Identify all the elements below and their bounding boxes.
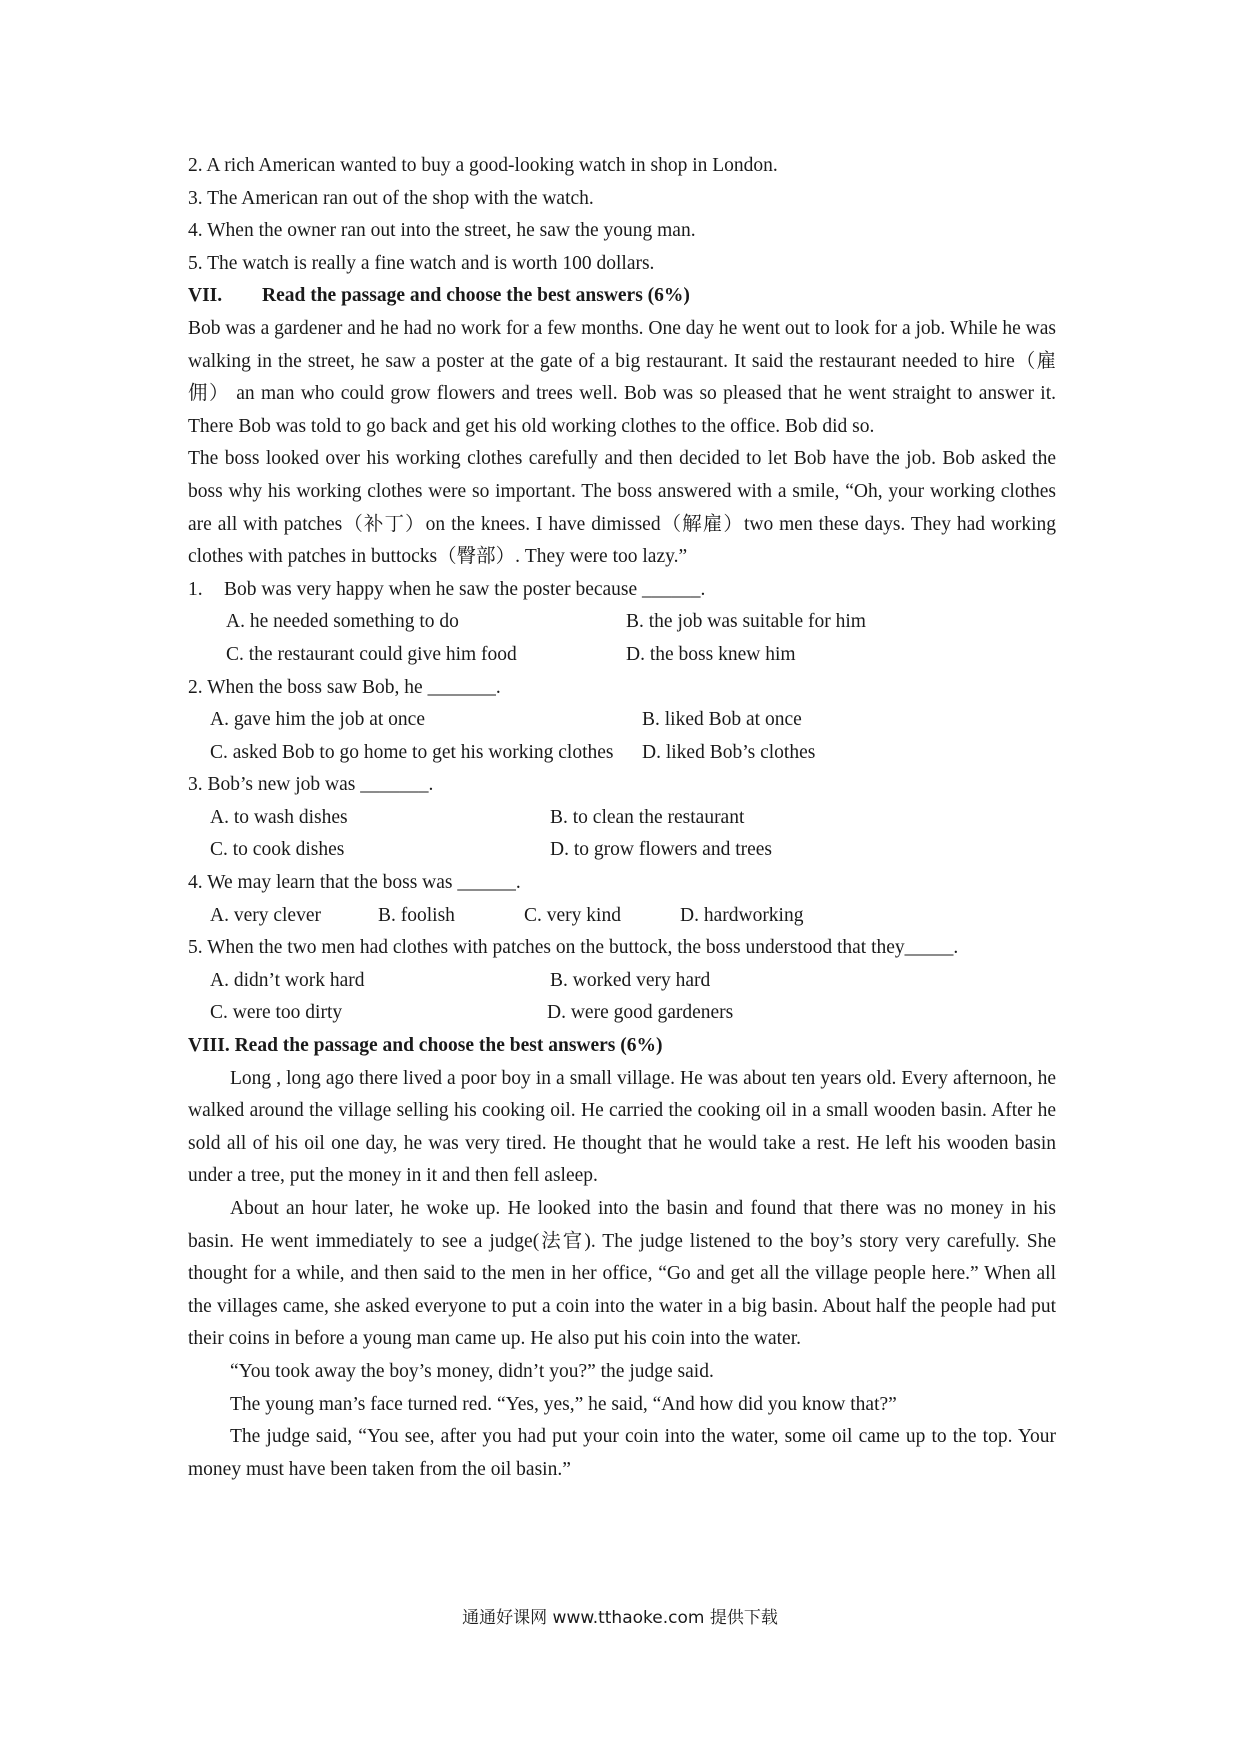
question-3-text: 3. Bob’s new job was _______. [188, 774, 434, 796]
question-1-options-row-2 [188, 639, 1056, 672]
statement-4: 4. When the owner ran out into the street, he saw the young man. [188, 220, 696, 242]
question-4-text: 4. We may learn that the boss was ______. [188, 872, 521, 894]
question-2-options-row-1 [188, 704, 1056, 737]
question-3-options-row-2 [188, 834, 1056, 867]
question-4-option-d[interactable]: D. hardworking [680, 904, 804, 926]
section-viii-heading: VIII. Read the passage and choose the best answers (6%) [188, 1035, 663, 1057]
question-5-option-c[interactable]: C. were too dirty [210, 1002, 343, 1024]
question-5-options-row-2 [188, 997, 1056, 1030]
question-2-option-d[interactable]: D. liked Bob’s clothes [642, 741, 816, 763]
passage-viii-paragraph-5: The judge said, “You see, after you had put your coin into the water, some oil came up to the top. Your money must have been taken from the oil basin.” [188, 1426, 1056, 1480]
question-2-option-c[interactable]: C. asked Bob to go home to get his working clothes [210, 741, 614, 763]
page-content [188, 150, 1056, 1486]
question-1 [188, 574, 1056, 607]
question-1-option-a[interactable]: A. he needed something to do [226, 611, 459, 633]
question-2-options-row-2 [188, 737, 1056, 770]
question-2-option-b[interactable]: B. liked Bob at once [642, 709, 802, 731]
passage-viii-paragraph-3: “You took away the boy’s money, didn’t you?” the judge said. [230, 1360, 714, 1382]
question-5-options-row-1 [188, 965, 1056, 998]
question-3-option-d[interactable]: D. to grow flowers and trees [550, 839, 773, 861]
question-1-option-d[interactable]: D. the boss knew him [626, 643, 796, 665]
passage-vii-paragraph-1: Bob was a gardener and he had no work for a few months. One day he went out to look for a job. While he was walking in the street, he saw a poster at the gate of a big restaurant. It said the restaurant needed to hire（雇佣） an man who could grow flowers and trees well. Bob was so pleased that he went straight to answer it. There Bob was told to go back and get his old working clothes to the office. Bob did so. [188, 317, 1056, 437]
section-vii-title: Read the passage and choose the best answers (6%) [262, 285, 690, 307]
section-vii-heading [188, 280, 1056, 313]
question-1-options-row-1 [188, 606, 1056, 639]
passage-viii-paragraph-4: The young man’s face turned red. “Yes, yes,” he said, “And how did you know that?” [230, 1393, 897, 1415]
question-5-option-d[interactable]: D. were good gardeners [547, 1002, 734, 1024]
question-5-text: 5. When the two men had clothes with patches on the buttock, the boss understood that they_____. [188, 937, 959, 959]
question-5-option-a[interactable]: A. didn’t work hard [210, 969, 365, 991]
statement-2: 2. A rich American wanted to buy a good-looking watch in shop in London. [188, 155, 778, 176]
passage-viii-paragraph-2: About an hour later, he woke up. He looked into the basin and found that there was no money in his basin. He went immediately to see a judge(法官). The judge listened to the boy’s story very carefully. She thought for a while, and then said to the men in her office, “Go and get all the village people here.” When all the villages came, she asked everyone to put a coin into the water in a big basin. About half the people had put their coins in before a young man came up. He also put his coin into the water. [188, 1198, 1056, 1350]
question-1-option-b[interactable]: B. the job was suitable for him [626, 611, 866, 633]
question-5-option-b[interactable]: B. worked very hard [550, 969, 711, 991]
question-3-option-a[interactable]: A. to wash dishes [210, 806, 348, 828]
question-3-options-row-1 [188, 802, 1056, 835]
question-3-option-c[interactable]: C. to cook dishes [210, 839, 345, 861]
question-4-option-c[interactable]: C. very kind [524, 904, 621, 926]
question-1-option-c[interactable]: C. the restaurant could give him food [226, 643, 517, 665]
question-1-text: Bob was very happy when he saw the poster because ______. [224, 578, 706, 600]
question-4-option-a[interactable]: A. very clever [210, 904, 321, 926]
section-vii-number: VII. [188, 285, 223, 307]
statement-3: 3. The American ran out of the shop with the watch. [188, 187, 594, 209]
question-2-text: 2. When the boss saw Bob, he _______. [188, 676, 501, 698]
question-4-options [188, 900, 1056, 933]
question-2-option-a[interactable]: A. gave him the job at once [210, 709, 425, 731]
passage-viii-paragraph-1: Long , long ago there lived a poor boy in a small village. He was about ten years old. Every afternoon, he walked around the village selling his cooking oil. He carried the cooking oil in a small wooden basin. After he sold all of his oil one day, he was very tired. He thought that he would take a rest. He left his wooden basin under a tree, put the money in it and then fell asleep. [188, 1067, 1056, 1187]
question-1-number: 1. [188, 578, 203, 600]
question-3-option-b[interactable]: B. to clean the restaurant [550, 806, 745, 828]
statement-5: 5. The watch is really a fine watch and is worth 100 dollars. [188, 252, 655, 274]
page-footer: 通通好课网 www.tthaoke.com 提供下载 [462, 1608, 778, 1628]
question-4-option-b[interactable]: B. foolish [378, 904, 455, 926]
passage-vii-paragraph-2: The boss looked over his working clothes carefully and then decided to let Bob have the job. Bob asked the boss why his working clothes were so important. The boss answered with a smile, “Oh, your working clothes are all with patches（补丁）on the knees. I have dimissed（解雇）two men these days. They had working clothes with patches in buttocks（臀部）. They were too lazy.” [188, 448, 1056, 568]
